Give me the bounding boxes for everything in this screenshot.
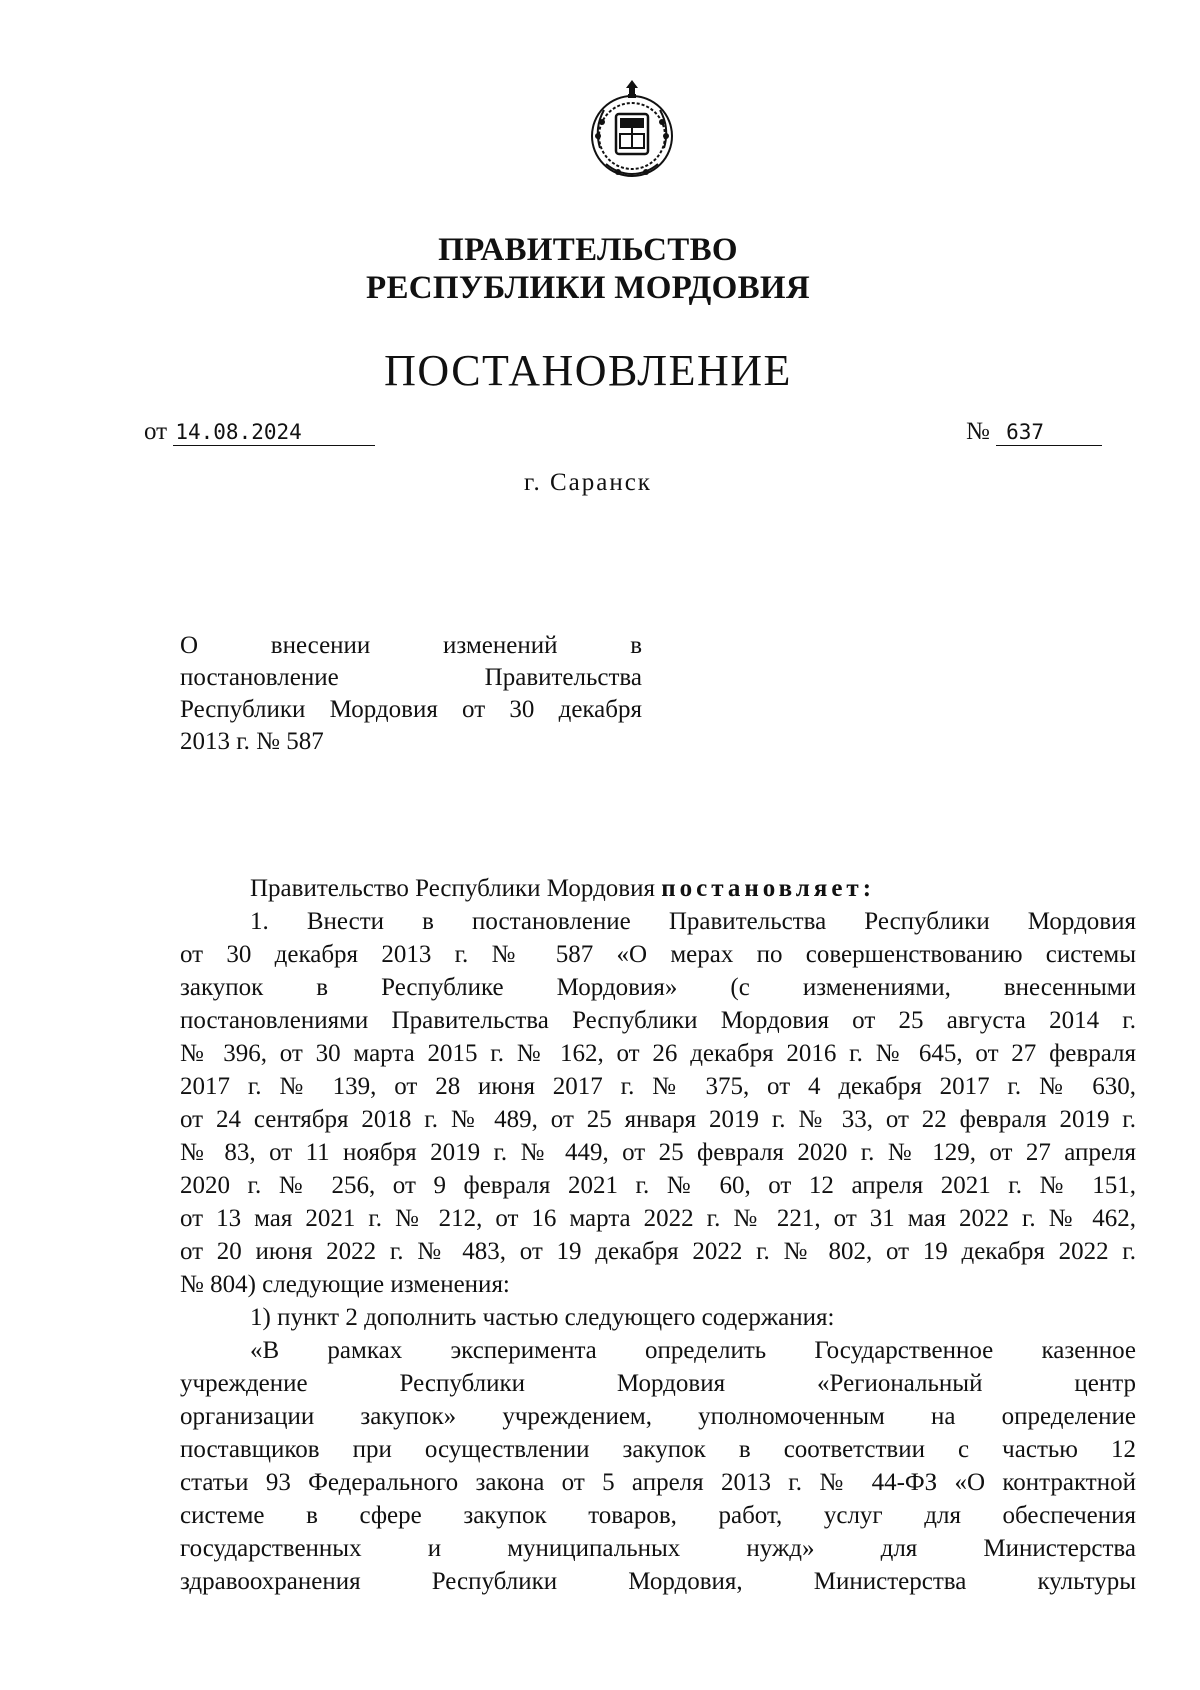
- government-title-line1: ПРАВИТЕЛЬСТВО: [438, 232, 738, 268]
- intro-line: [180, 872, 1136, 905]
- intro-text: Правительство Республики Мордовия: [250, 875, 662, 902]
- date-row: [144, 417, 375, 447]
- body-line: 2020 г. № 256, от 9 февраля 2021 г. № 60, от 12 апреля 2021 г. № 151,: [180, 1172, 1136, 1199]
- body-line: системе в сфере закупок товаров, работ, услуг для обеспечения: [180, 1502, 1136, 1529]
- body-line: от 20 июня 2022 г. № 483, от 19 декабря 2022 г. № 802, от 19 декабря 2022 г.: [180, 1238, 1136, 1265]
- subject-line: О внесении изменений в: [180, 632, 642, 659]
- subject-line: Республики Мордовия от 30 декабря: [180, 696, 642, 723]
- body-line: организации закупок» учреждением, уполномоченным на определение: [180, 1403, 1136, 1430]
- document-subject: [180, 630, 642, 758]
- body-line: государственных и муниципальных нужд» для Министерства: [180, 1535, 1136, 1562]
- date-value: 14.08.2024: [173, 419, 375, 446]
- body-line: от 24 сентября 2018 г. № 489, от 25 января 2019 г. № 33, от 22 февраля 2019 г.: [180, 1106, 1136, 1133]
- government-title-line2: РЕСПУБЛИКИ МОРДОВИЯ: [365, 270, 810, 306]
- body-line: от 13 мая 2021 г. № 212, от 16 марта 2022 г. № 221, от 31 мая 2022 г. № 462,: [180, 1205, 1136, 1232]
- body-line: № 396, от 30 марта 2015 г. № 162, от 26 декабря 2016 г. № 645, от 27 февраля: [180, 1040, 1136, 1067]
- document-body: [180, 872, 1136, 1598]
- number-row: [966, 417, 1102, 447]
- body-line: 2017 г. № 139, от 28 июня 2017 г. № 375, от 4 декабря 2017 г. № 630,: [180, 1073, 1136, 1100]
- body-line: № 83, от 11 ноября 2019 г. № 449, от 25 февраля 2020 г. № 129, от 27 апреля: [180, 1139, 1136, 1166]
- body-line: № 804) следующие изменения:: [180, 1271, 510, 1298]
- subject-line: постановление Правительства: [180, 664, 642, 691]
- body-line: поставщиков при осуществлении закупок в соответствии с частью 12: [180, 1436, 1136, 1463]
- city: г. Саранск: [524, 469, 652, 496]
- number-prefix: №: [966, 418, 990, 445]
- body-line: 1) пункт 2 дополнить частью следующего содержания:: [250, 1304, 835, 1331]
- body-line: статьи 93 Федерального закона от 5 апреля 2013 г. № 44-ФЗ «О контрактной: [180, 1469, 1136, 1496]
- body-line: закупок в Республике Мордовия» (с изменениями, внесенными: [180, 974, 1136, 1001]
- subject-line: 2013 г. № 587: [180, 728, 324, 755]
- body-line: постановлениями Правительства Республики Мордовия от 25 августа 2014 г.: [180, 1007, 1136, 1034]
- date-prefix: от: [144, 418, 168, 445]
- coat-of-arms-icon: [578, 78, 686, 186]
- number-value: 637: [996, 419, 1102, 446]
- body-line: «В рамках эксперимента определить Государственное казенное: [250, 1337, 1136, 1364]
- decree-word: постановляет:: [661, 875, 876, 902]
- body-line: учреждение Республики Мордовия «Региональный центр: [180, 1370, 1136, 1397]
- body-line: здравоохранения Республики Мордовия, Министерства культуры: [180, 1568, 1136, 1595]
- body-line: от 30 декабря 2013 г. № 587 «О мерах по совершенствованию системы: [180, 941, 1136, 968]
- document-type: ПОСТАНОВЛЕНИЕ: [384, 346, 792, 395]
- body-line: 1. Внести в постановление Правительства Республики Мордовия: [250, 908, 1136, 935]
